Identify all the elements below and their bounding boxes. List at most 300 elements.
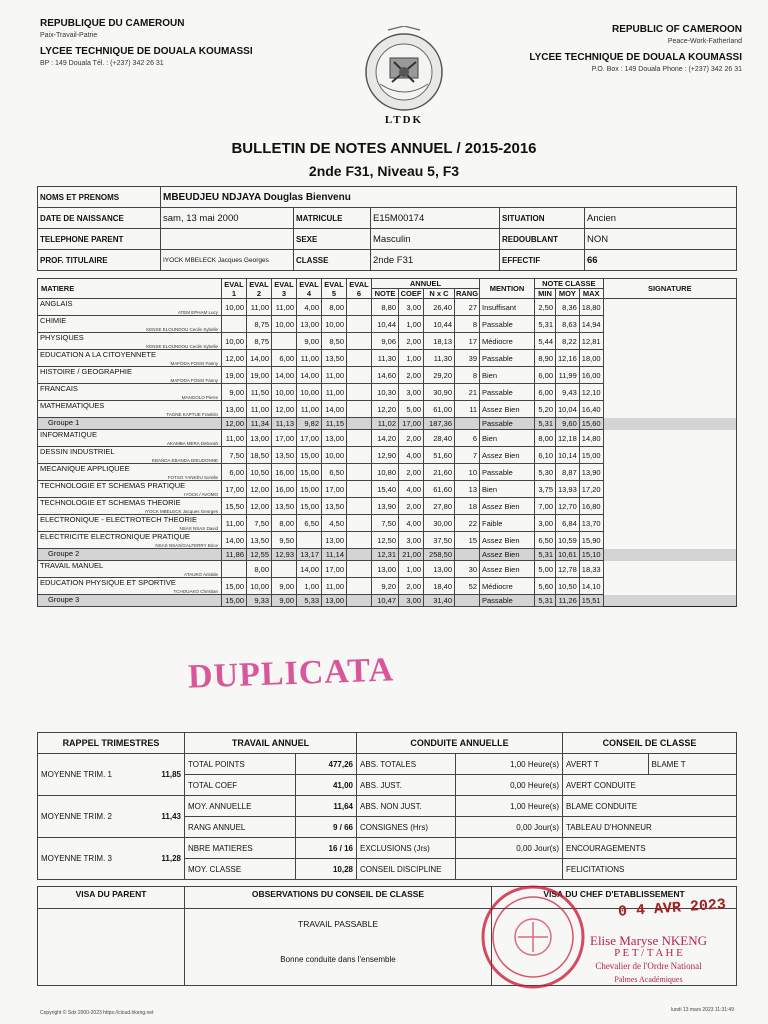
eval-3-cell: 9,00 [272, 578, 297, 595]
eval-3-cell: 12,93 [272, 549, 297, 561]
note-cell: 9,06 [372, 333, 399, 350]
eval-6-cell [347, 481, 372, 498]
eval-5-cell: 8,00 [322, 299, 347, 316]
signature-cell [603, 430, 736, 447]
eval-3-cell: 11,13 [272, 418, 297, 430]
coef-cell: 2,00 [399, 578, 424, 595]
mention-cell: Bien [480, 367, 535, 384]
eval-2-cell: 11,34 [247, 418, 272, 430]
min-cell: 5,30 [535, 464, 556, 481]
subject-name: FRANCAIS [40, 384, 78, 393]
eval-1-cell: 11,00 [222, 430, 247, 447]
max-cell: 15,60 [579, 418, 603, 430]
grades-body [38, 299, 737, 607]
identity-table [37, 186, 737, 271]
subject-cell [38, 578, 222, 595]
subject-cell [38, 299, 222, 316]
eval-3-cell: 9,50 [272, 532, 297, 549]
signature-cell [603, 481, 736, 498]
conduite-header: CONDUITE ANNUELLE [357, 733, 563, 754]
eval-5-cell: 11,15 [322, 418, 347, 430]
duplicata-stamp: DUPLICATA [187, 651, 395, 696]
subject-cell [38, 367, 222, 384]
moy-cell: 12,78 [556, 561, 580, 578]
observations-body [185, 909, 492, 986]
subject-cell [38, 561, 222, 578]
signature-cell [603, 532, 736, 549]
teacher-name: MANGOLO Pierre [181, 395, 218, 400]
max-cell: 17,20 [579, 481, 603, 498]
eval-3-cell: 16,00 [272, 464, 297, 481]
eval-2-cell: 10,00 [247, 578, 272, 595]
mention-cell: Passable [480, 350, 535, 367]
teacher-name: EBANDA EBANDA DIEUDONNE [151, 458, 218, 463]
eval-4-cell: 15,00 [297, 498, 322, 515]
mention-cell: Passable [480, 464, 535, 481]
eval-2-cell: 19,00 [247, 367, 272, 384]
max-cell: 15,90 [579, 532, 603, 549]
sexe-label: SEXE [294, 229, 371, 250]
max-cell: 12,81 [579, 333, 603, 350]
signature-cell [603, 350, 736, 367]
coef-cell: 3,00 [399, 595, 424, 607]
min-cell: 2,50 [535, 299, 556, 316]
note-cell: 12,20 [372, 401, 399, 418]
trim1-cell [38, 754, 185, 796]
eval-2-cell: 13,00 [247, 430, 272, 447]
eval-2-cell: 8,75 [247, 333, 272, 350]
rang-cell: 8 [455, 316, 480, 333]
coef-cell: 3,00 [399, 384, 424, 401]
note-cell: 14,60 [372, 367, 399, 384]
eval-4-cell: 13,00 [297, 316, 322, 333]
mention-cell: Assez Bien [480, 549, 535, 561]
signatory-role: P E T / T A H E [614, 947, 683, 959]
eval-1-cell: 9,00 [222, 384, 247, 401]
motto-fr: Paix-Travail-Patrie [40, 32, 98, 39]
mention-cell: Assez Bien [480, 561, 535, 578]
header-right [529, 24, 742, 76]
trim3-label: MOYENNE TRIM. 3 [41, 854, 112, 863]
eval-6-cell [347, 367, 372, 384]
signature-cell [603, 418, 736, 430]
signatory-line4: Palmes Académiques [614, 975, 683, 984]
effectif-value: 66 [585, 250, 737, 271]
max-cell: 18,33 [579, 561, 603, 578]
min-cell: 3,75 [535, 481, 556, 498]
eval-5-cell: 11,00 [322, 578, 347, 595]
travail-value-3: 9 / 66 [296, 817, 357, 838]
min-cell: 5,31 [535, 418, 556, 430]
eval-4-cell: 13,17 [297, 549, 322, 561]
school-logo [350, 26, 458, 126]
note-cell: 8,80 [372, 299, 399, 316]
teacher-name: NSAS NSAS/GALFERRY Brice [155, 543, 218, 548]
subject-name: CHIMIE [40, 316, 67, 325]
eval-5-cell: 14,00 [322, 401, 347, 418]
classe-label: CLASSE [294, 250, 371, 271]
conduite-num-4: 0,00 [516, 843, 532, 853]
rang-cell: 52 [455, 578, 480, 595]
trim1-label: MOYENNE TRIM. 1 [41, 770, 112, 779]
note-cell: 13,90 [372, 498, 399, 515]
mention-cell: Assez Bien [480, 447, 535, 464]
moy-cell: 12,18 [556, 430, 580, 447]
rang-cell [455, 418, 480, 430]
subject-cell [38, 464, 222, 481]
mention-cell: Passable [480, 384, 535, 401]
nxc-cell: 18,40 [424, 578, 455, 595]
teacher-name: KENSE ELOUNDOU Cecile Sybelle [146, 327, 218, 332]
matricule-label: MATRICULE [294, 208, 371, 229]
conduite-unit-2: Heure(s) [527, 801, 559, 811]
coef-cell: 21,00 [399, 549, 424, 561]
subject-cell [38, 595, 222, 607]
signatory-line3: Chevalier de l'Ordre National [595, 961, 702, 971]
eval-5-cell: 10,00 [322, 316, 347, 333]
col-min: MIN [535, 289, 556, 299]
nxc-cell: 29,20 [424, 367, 455, 384]
rang-cell: 21 [455, 384, 480, 401]
logo-text: LTDK [384, 114, 424, 126]
eval-5-cell: 13,00 [322, 430, 347, 447]
nxc-cell: 21,60 [424, 464, 455, 481]
col-eval6: EVAL 6 [347, 279, 372, 299]
eval-2-cell: 14,00 [247, 350, 272, 367]
eval-1-cell: 11,00 [222, 515, 247, 532]
eval-2-cell: 11,00 [247, 401, 272, 418]
coef-cell: 5,00 [399, 401, 424, 418]
coef-cell: 2,00 [399, 430, 424, 447]
coef-cell: 1,00 [399, 561, 424, 578]
subject-name: INFORMATIQUE [40, 430, 97, 439]
eval-1-cell: 12,00 [222, 350, 247, 367]
eval-4-cell: 14,00 [297, 561, 322, 578]
col-note: NOTE [372, 289, 399, 299]
note-cell: 12,90 [372, 447, 399, 464]
rang-cell: 39 [455, 350, 480, 367]
eval-2-cell: 18,50 [247, 447, 272, 464]
eval-3-cell: 17,00 [272, 430, 297, 447]
col-eval4: EVAL 4 [297, 279, 322, 299]
min-cell: 8,90 [535, 350, 556, 367]
visa-chef: VISA DU CHEF D'ETABLISSEMENT [492, 887, 737, 909]
footer-copyright: Copyright © Sdx 2000-2023 https://cloud.hkeng.net [40, 1010, 154, 1016]
eval-5-cell: 17,00 [322, 561, 347, 578]
col-eval5: EVAL 5 [322, 279, 347, 299]
naissance-value: sam, 13 mai 2000 [161, 208, 294, 229]
conduite-label-3: CONSIGNES (Hrs) [357, 817, 456, 838]
conduite-label-2: ABS. NON JUST. [357, 796, 456, 817]
subject-cell [38, 350, 222, 367]
coef-cell: 2,00 [399, 333, 424, 350]
eval-4-cell: 5,33 [297, 595, 322, 607]
noms-label: NOMS ET PRENOMS [38, 187, 161, 208]
min-cell: 5,31 [535, 595, 556, 607]
mention-cell: Insuffisant [480, 299, 535, 316]
subject-name: TECHNOLOGIE ET SCHEMAS PRATIQUE [40, 481, 186, 490]
subject-name: MATHEMATIQUES [40, 401, 105, 410]
subject-name: TRAVAIL MANUEL [40, 561, 104, 570]
parent-signature-area [38, 909, 185, 986]
subject-name: PHYSIQUES [40, 333, 84, 342]
rang-cell: 7 [455, 447, 480, 464]
date-stamp: 0 4 AVR 2023 [617, 896, 727, 921]
eval-6-cell [347, 316, 372, 333]
col-mention: MENTION [480, 279, 535, 299]
eval-4-cell: 15,00 [297, 464, 322, 481]
eval-6-cell [347, 561, 372, 578]
subject-name: ANGLAIS [40, 299, 73, 308]
nxc-cell: 61,00 [424, 401, 455, 418]
mention-cell: Passable [480, 595, 535, 607]
conduite-value-0 [456, 754, 563, 775]
signature-cell [603, 401, 736, 418]
signature-cell [603, 578, 736, 595]
coef-cell: 4,00 [399, 447, 424, 464]
travail-label-1: TOTAL COEF [185, 775, 296, 796]
visa-parent: VISA DU PARENT [38, 887, 185, 909]
recap-table [37, 732, 737, 880]
country-en: REPUBLIC OF CAMEROON [612, 24, 742, 35]
teacher-name: IYOCK MBELECK Jacques Georges [144, 509, 218, 514]
nxc-cell: 30,90 [424, 384, 455, 401]
conduite-label-4: EXCLUSIONS (Jrs) [357, 838, 456, 859]
travail-observation: TRAVAIL PASSABLE [298, 919, 378, 930]
subject-row [38, 333, 737, 350]
encouragements: ENCOURAGEMENTS [563, 838, 737, 859]
coef-cell: 1,00 [399, 350, 424, 367]
col-eval2: EVAL 2 [247, 279, 272, 299]
eval-6-cell [347, 418, 372, 430]
nxc-cell: 13,00 [424, 561, 455, 578]
coef-cell: 2,00 [399, 367, 424, 384]
prof-label: PROF. TITULAIRE [38, 250, 161, 271]
redoublant-label: REDOUBLANT [500, 229, 585, 250]
signature-cell [603, 299, 736, 316]
rang-cell: 27 [455, 299, 480, 316]
eval-5-cell: 6,50 [322, 464, 347, 481]
eval-1-cell: 6,00 [222, 464, 247, 481]
moy-cell: 13,93 [556, 481, 580, 498]
conseil-header: CONSEIL DE CLASSE [563, 733, 737, 754]
conduite-label-1: ABS. JUST. [357, 775, 456, 796]
subject-name: EDUCATION PHYSIQUE ET SPORTIVE [40, 578, 176, 587]
conduite-unit-3: Jour(s) [534, 822, 559, 832]
max-cell: 15,00 [579, 447, 603, 464]
eval-6-cell [347, 384, 372, 401]
subject-row [38, 350, 737, 367]
avert-conduite: AVERT CONDUITE [563, 775, 737, 796]
coef-cell: 17,00 [399, 418, 424, 430]
eval-3-cell: 6,00 [272, 350, 297, 367]
max-cell: 16,00 [579, 367, 603, 384]
max-cell: 13,90 [579, 464, 603, 481]
group-row [38, 418, 737, 430]
col-note-classe: NOTE CLASSE [535, 279, 604, 289]
rang-cell: 6 [455, 430, 480, 447]
moy-cell: 9,60 [556, 418, 580, 430]
eval-5-cell: 10,00 [322, 447, 347, 464]
conduite-value-3 [456, 817, 563, 838]
prof-value: IYOCK MBELECK Jacques Georges [161, 250, 294, 271]
moy-cell: 8,36 [556, 299, 580, 316]
rang-cell: 8 [455, 367, 480, 384]
eval-4-cell: 10,00 [297, 384, 322, 401]
col-annuel: ANNUEL [372, 279, 480, 289]
eval-1-cell: 11,86 [222, 549, 247, 561]
min-cell: 6,10 [535, 447, 556, 464]
eval-6-cell [347, 464, 372, 481]
eval-3-cell [272, 333, 297, 350]
document-subtitle: 2nde F31, Niveau 5, F3 [308, 163, 460, 179]
note-cell: 10,80 [372, 464, 399, 481]
eval-5-cell: 8,50 [322, 333, 347, 350]
signature-cell [603, 595, 736, 607]
signature-cell [603, 464, 736, 481]
signature-cell [603, 515, 736, 532]
teacher-name: NSAS NSAS David [179, 526, 218, 531]
eval-2-cell: 11,00 [247, 299, 272, 316]
moy-cell: 10,59 [556, 532, 580, 549]
signatory-name: Elise Maryse NKENG [590, 933, 707, 948]
eval-2-cell: 10,50 [247, 464, 272, 481]
note-cell: 15,40 [372, 481, 399, 498]
eval-4-cell: 15,00 [297, 447, 322, 464]
eval-4-cell: 9,00 [297, 333, 322, 350]
nxc-cell: 61,60 [424, 481, 455, 498]
teacher-name: MAFODA FOSSI Fanny [170, 378, 218, 383]
teacher-name: KENSE ELOUNDOU Cecile Sybelle [146, 344, 218, 349]
signature-cell [603, 447, 736, 464]
eval-5-cell: 11,14 [322, 549, 347, 561]
subject-row [38, 532, 737, 549]
school-fr: LYCEE TECHNIQUE DE DOUALA KOUMASSI [40, 46, 253, 57]
subject-row [38, 498, 737, 515]
eval-5-cell: 13,50 [322, 498, 347, 515]
rang-cell: 17 [455, 333, 480, 350]
situation-label: SITUATION [500, 208, 585, 229]
group-row [38, 549, 737, 561]
subject-name: Groupe 1 [48, 418, 80, 427]
max-cell: 14,94 [579, 316, 603, 333]
subject-cell [38, 430, 222, 447]
eval-6-cell [347, 430, 372, 447]
coef-cell: 4,00 [399, 515, 424, 532]
conduite-label-5: CONSEIL DISCIPLINE [357, 859, 456, 880]
travail-label-0: TOTAL POINTS [185, 754, 296, 775]
moy-cell: 8,63 [556, 316, 580, 333]
redoublant-value: NON [585, 229, 737, 250]
note-cell: 12,31 [372, 549, 399, 561]
signature-cell [603, 316, 736, 333]
conduite-unit-1: Heure(s) [527, 780, 559, 790]
eval-6-cell [347, 333, 372, 350]
grades-table [37, 278, 737, 607]
eval-2-cell: 8,75 [247, 316, 272, 333]
rang-cell: 11 [455, 401, 480, 418]
nxc-cell: 28,40 [424, 430, 455, 447]
motto-en: Peace-Work-Fatherland [667, 38, 742, 45]
mention-cell: Bien [480, 430, 535, 447]
eval-3-cell: 14,00 [272, 367, 297, 384]
nxc-cell: 27,80 [424, 498, 455, 515]
min-cell: 5,00 [535, 561, 556, 578]
subject-cell [38, 481, 222, 498]
eval-3-cell: 8,00 [272, 515, 297, 532]
address-en: P.O. Box : 149 Douala Phone : (+237) 342 26 31 [591, 66, 742, 73]
eval-5-cell: 11,00 [322, 384, 347, 401]
coef-cell: 2,00 [399, 464, 424, 481]
teacher-name: TCHOUAKO Christian [173, 589, 218, 594]
note-cell: 10,47 [372, 595, 399, 607]
address-fr: BP : 149 Douala Tél. : (+237) 342 26 31 [40, 60, 164, 67]
min-cell: 6,00 [535, 367, 556, 384]
note-cell: 10,30 [372, 384, 399, 401]
subject-name: Groupe 2 [48, 549, 80, 558]
conduite-unit-0: Heure(s) [527, 759, 559, 769]
signature-cell [603, 367, 736, 384]
rang-cell: 18 [455, 498, 480, 515]
eval-1-cell: 10,00 [222, 299, 247, 316]
eval-2-cell: 12,55 [247, 549, 272, 561]
eval-6-cell [347, 515, 372, 532]
teacher-name: MAFODA FOSSI Fanny [170, 361, 218, 366]
subject-name: DESSIN INDUSTRIEL [40, 447, 115, 456]
matricule-value: E15M00174 [371, 208, 500, 229]
min-cell: 5,20 [535, 401, 556, 418]
min-cell: 3,00 [535, 515, 556, 532]
subject-cell [38, 418, 222, 430]
nxc-cell: 10,44 [424, 316, 455, 333]
note-cell: 9,20 [372, 578, 399, 595]
school-en: LYCEE TECHNIQUE DE DOUALA KOUMASSI [529, 52, 742, 63]
conduite-unit-4: Jour(s) [534, 843, 559, 853]
subject-cell [38, 384, 222, 401]
eval-4-cell: 11,00 [297, 401, 322, 418]
situation-value: Ancien [585, 208, 737, 229]
mention-cell: Assez Bien [480, 498, 535, 515]
subject-cell [38, 532, 222, 549]
min-cell: 5,31 [535, 316, 556, 333]
eval-4-cell: 6,50 [297, 515, 322, 532]
max-cell: 18,80 [579, 299, 603, 316]
tableau-honneur: TABLEAU D'HONNEUR [563, 817, 737, 838]
eval-3-cell: 11,00 [272, 299, 297, 316]
conduite-value-1 [456, 775, 563, 796]
conduite-value-5 [456, 859, 563, 880]
moy-cell: 12,16 [556, 350, 580, 367]
teacher-name: ATEM EPHAM Lucy [177, 310, 218, 315]
noms-value: MBEUDJEU NDJAYA Douglas Bienvenu [161, 187, 737, 208]
min-cell: 5,31 [535, 549, 556, 561]
rang-cell: 30 [455, 561, 480, 578]
trim2-label: MOYENNE TRIM. 2 [41, 812, 112, 821]
subject-row [38, 430, 737, 447]
signature-cell [603, 333, 736, 350]
naissance-label: DATE DE NAISSANCE [38, 208, 161, 229]
col-moy: MOY [556, 289, 580, 299]
moy-cell: 11,99 [556, 367, 580, 384]
signature-cell [603, 498, 736, 515]
group-row [38, 595, 737, 607]
teacher-name: FOTSO YANKEU Sorelle [167, 475, 218, 480]
eval-1-cell: 15,50 [222, 498, 247, 515]
eval-5-cell: 13,50 [322, 350, 347, 367]
subject-row [38, 299, 737, 316]
note-cell: 13,00 [372, 561, 399, 578]
subject-row [38, 561, 737, 578]
